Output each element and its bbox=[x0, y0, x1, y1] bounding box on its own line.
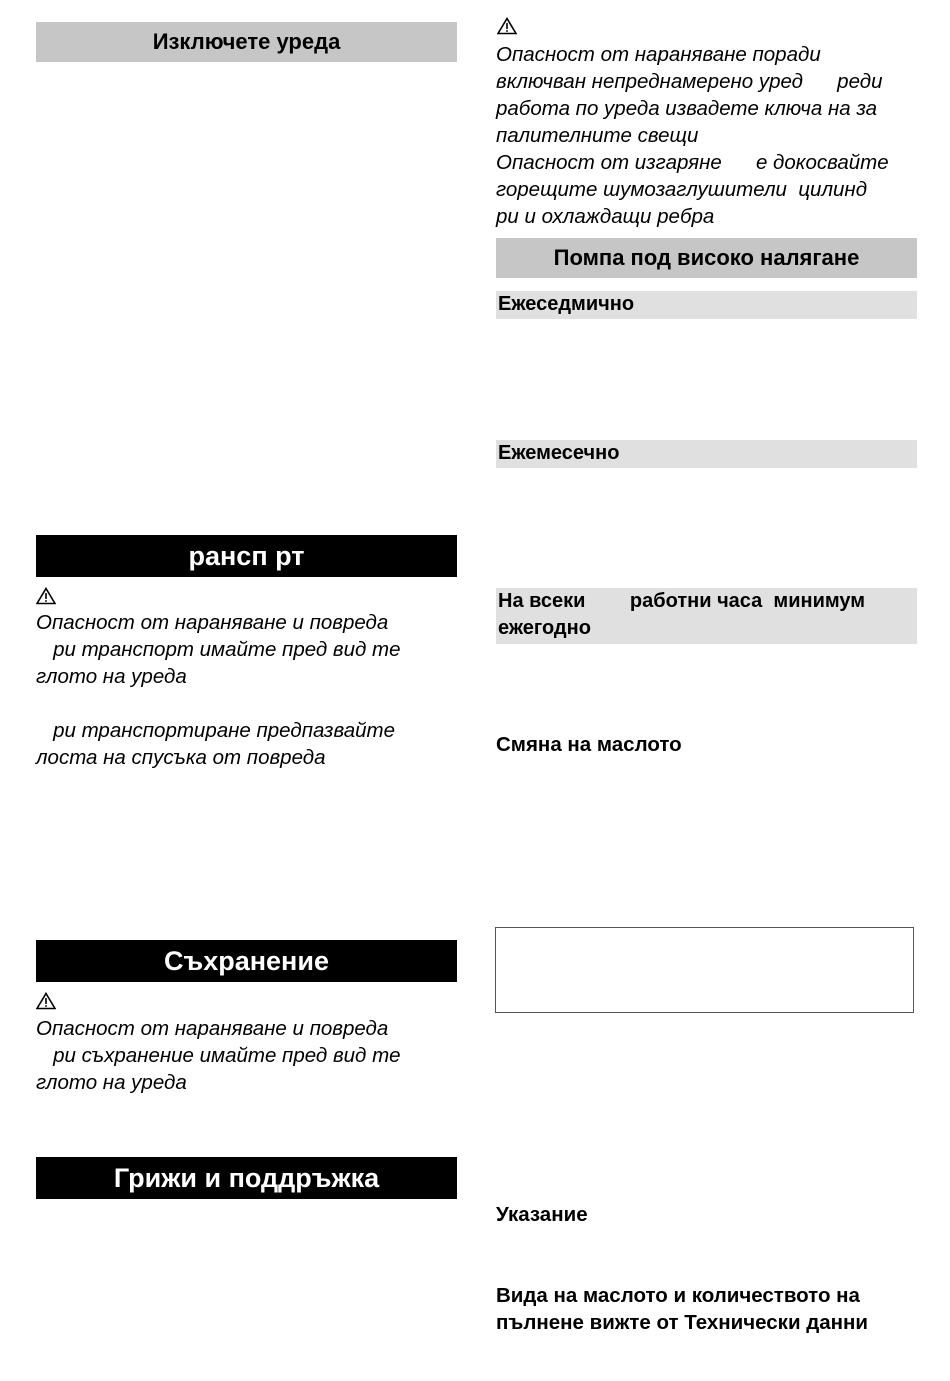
text-line: глото на уреда bbox=[36, 665, 187, 688]
weekly-subheading: Ежеседмично bbox=[496, 291, 917, 319]
warning-triangle-icon bbox=[36, 587, 56, 605]
switch-off-heading: Изключете уреда bbox=[36, 22, 457, 62]
text-line: пълнене вижте от Технически данни bbox=[496, 1311, 869, 1334]
hours-subheading bbox=[496, 588, 917, 644]
text-line: ежегодно bbox=[498, 617, 591, 639]
text-line: глото на уреда bbox=[36, 1071, 187, 1094]
warning-triangle-icon bbox=[497, 17, 517, 35]
care-heading: Грижи и поддръжка bbox=[36, 1157, 457, 1199]
oil-change-heading: Смяна на маслото bbox=[496, 733, 682, 756]
text-line: ри съхранение имайте пред вид те bbox=[36, 1044, 401, 1067]
text-line: На всеки работни часа минимум bbox=[498, 590, 866, 612]
text-line: ри транспорт имайте пред вид те bbox=[36, 638, 401, 661]
image-placeholder-box bbox=[495, 927, 914, 1013]
warning-triangle-icon bbox=[36, 992, 56, 1010]
text-line: Вида на маслото и количеството на bbox=[496, 1284, 860, 1307]
text-line: ри транспортиране предпазвайте bbox=[36, 719, 395, 742]
text-line: Опасност от нараняване поради bbox=[496, 43, 821, 66]
text-line: Опасност от изгаряне е докосвайте bbox=[496, 151, 889, 174]
monthly-subheading: Ежемесечно bbox=[496, 440, 917, 468]
oil-info-text bbox=[496, 1282, 868, 1336]
text-line: работа по уреда извадете ключа на за bbox=[496, 97, 878, 120]
text-line: включван непреднамерено уред реди bbox=[496, 70, 883, 93]
text-line: палителните свещи bbox=[496, 124, 699, 147]
text-line: лоста на спусъка от повреда bbox=[36, 746, 326, 769]
storage-heading: Съхранение bbox=[36, 940, 457, 982]
text-line: горещите шумозаглушители цилинд bbox=[496, 178, 868, 201]
transport-warning-text bbox=[36, 609, 401, 771]
text-line: Опасност от нараняване и повреда bbox=[36, 611, 389, 634]
spark-plug-burn-warning-text bbox=[496, 41, 889, 230]
text-line: Опасност от нараняване и повреда bbox=[36, 1017, 389, 1040]
text-line: ри и охлаждащи ребра bbox=[496, 205, 715, 228]
text-line bbox=[36, 690, 401, 717]
note-heading: Указание bbox=[496, 1203, 588, 1226]
transport-heading: рансп рт bbox=[36, 535, 457, 577]
storage-warning-text bbox=[36, 1015, 401, 1096]
pump-heading: Помпа под високо налягане bbox=[496, 238, 917, 278]
